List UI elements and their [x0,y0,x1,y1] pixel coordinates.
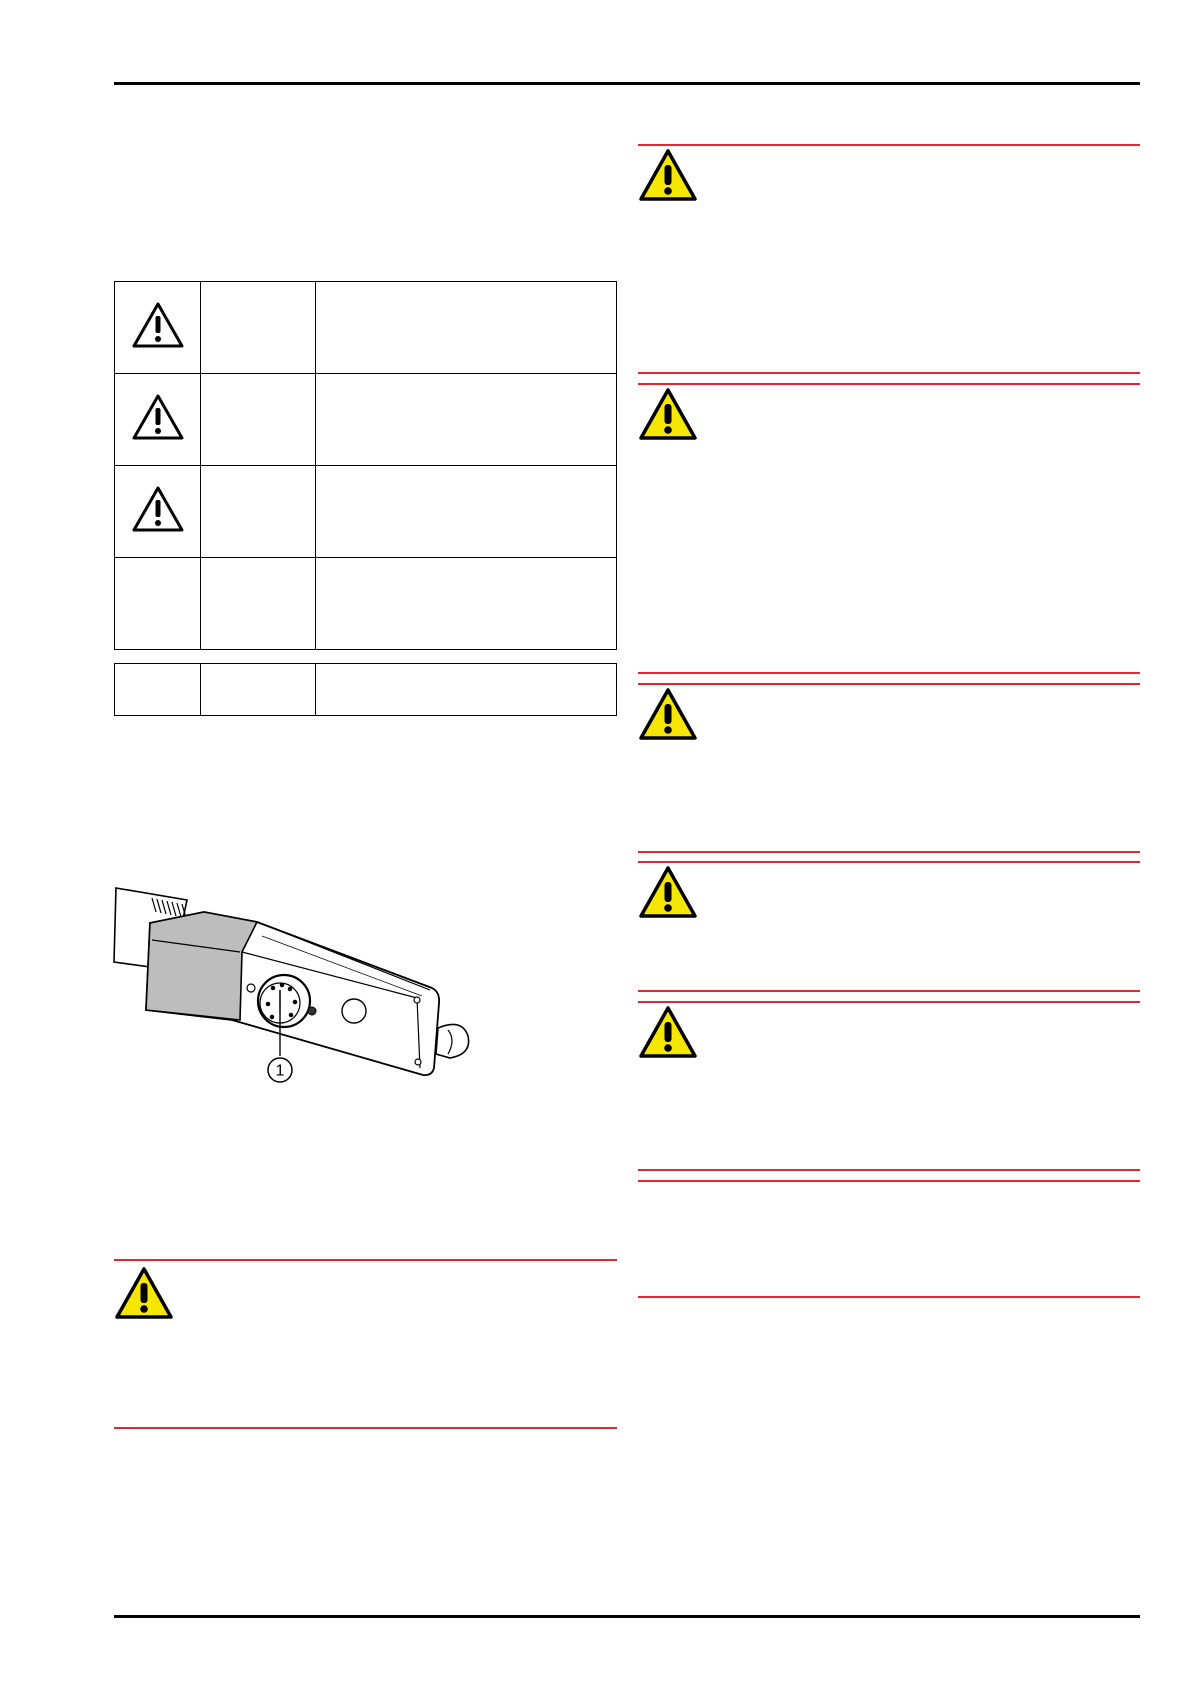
warning-rule-top [114,1259,617,1261]
warning-rule-bottom [638,851,1140,853]
symbol-row [115,374,617,466]
warning-yellow-icon [638,1005,698,1060]
term-cell [201,558,316,650]
symbol-cell [115,282,201,374]
warning-rule-top [638,683,1140,685]
callout-number: 1 [275,1062,285,1080]
warning-rule-top [638,1001,1140,1003]
warning-outline-icon [131,393,185,441]
symbol-row [115,282,617,374]
warning-outline-icon [131,485,185,533]
description-cell [316,664,617,716]
warning-rule-top [638,1180,1140,1182]
warning-yellow-icon [638,387,698,442]
term-cell [201,466,316,558]
warning-rule-top [638,861,1140,863]
symbol-table-extra [114,663,617,716]
symbol-row [115,558,617,650]
warning-rule-bottom [638,372,1140,374]
description-cell [316,466,617,558]
symbol-cell [115,374,201,466]
symbol-table [114,281,617,650]
warning-rule-top [638,383,1140,385]
device-illustration [112,878,502,1093]
warning-yellow-icon [638,865,698,920]
warning-rule-bottom [114,1427,617,1429]
description-cell [316,282,617,374]
warning-rule-bottom [638,990,1140,992]
warning-yellow-icon [638,687,698,742]
footer-rule [114,1615,1140,1618]
symbol-row [115,466,617,558]
term-cell [201,282,316,374]
term-cell [201,374,316,466]
figure-callout [266,1056,294,1084]
symbol-row [115,664,617,716]
term-cell [201,664,316,716]
warning-rule-bottom [638,1169,1140,1171]
symbol-cell [115,558,201,650]
warning-rule-bottom [638,1296,1140,1298]
description-cell [316,558,617,650]
warning-yellow-icon [114,1266,174,1321]
warning-yellow-icon [638,148,698,203]
warning-rule-bottom [638,672,1140,674]
symbol-cell [115,664,201,716]
header-rule [114,82,1140,85]
warning-rule-top [638,144,1140,146]
warning-outline-icon [131,301,185,349]
symbol-cell [115,466,201,558]
description-cell [316,374,617,466]
